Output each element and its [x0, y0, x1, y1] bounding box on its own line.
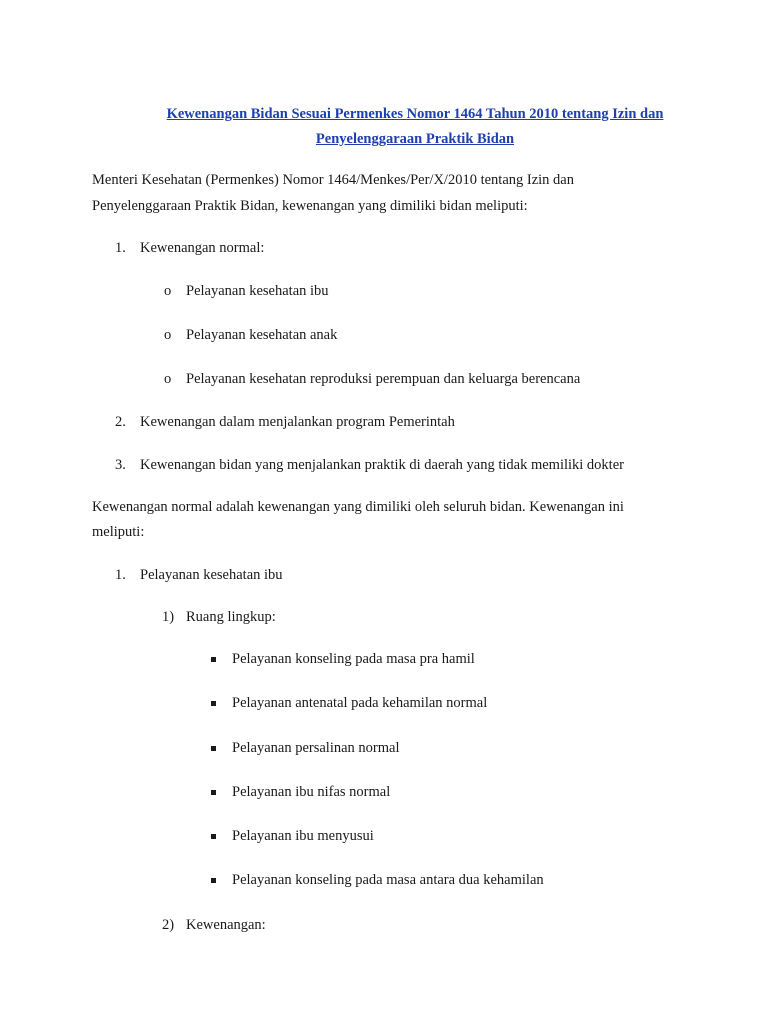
intro-line-2: Penyelenggaraan Praktik Bidan, kewenangan yang dimiliki bidan meliputi: — [92, 198, 528, 214]
sub-list-text: Pelayanan kesehatan reproduksi perempuan dan keluarga berencana — [186, 371, 581, 387]
document-title-line-1[interactable]: Kewenangan Bidan Sesuai Permenkes Nomor 1464 Tahun 2010 tentang Izin dan — [166, 106, 664, 122]
sub-list-text: Ruang lingkup: — [186, 609, 276, 625]
scope-item: Pelayanan ibu nifas normal — [232, 784, 391, 800]
square-bullet-icon — [211, 834, 216, 839]
scope-item: Pelayanan persalinan normal — [232, 740, 400, 756]
list-item-marker: 1. — [115, 240, 126, 256]
sub-list-marker: 1) — [162, 609, 175, 625]
square-bullet-icon — [211, 657, 216, 662]
scope-item: Pelayanan konseling pada masa antara dua kehamilan — [232, 872, 544, 888]
sub-list-marker: 2) — [162, 917, 175, 933]
sub-list-marker: o — [164, 371, 172, 387]
list-item-marker: 3. — [115, 457, 126, 473]
intro-line-1: Menteri Kesehatan (Permenkes) Nomor 1464/Menkes/Per/X/2010 tentang Izin dan — [92, 172, 574, 188]
scope-item: Pelayanan antenatal pada kehamilan normal — [232, 695, 488, 711]
sub-list-marker: o — [164, 327, 172, 343]
list-item-text: Kewenangan normal: — [140, 240, 265, 256]
scope-item: Pelayanan konseling pada masa pra hamil — [232, 651, 475, 667]
square-bullet-icon — [211, 746, 216, 751]
sub-list-text: Pelayanan kesehatan ibu — [186, 283, 329, 299]
sub-list-text: Pelayanan kesehatan anak — [186, 327, 338, 343]
list-item-marker: 1. — [115, 567, 126, 583]
list-item-text: Kewenangan dalam menjalankan program Pemerintah — [140, 414, 455, 430]
document-title-line-2[interactable]: Penyelenggaraan Praktik Bidan — [315, 131, 515, 147]
sub-list-marker: o — [164, 283, 172, 299]
square-bullet-icon — [211, 790, 216, 795]
list-item-marker: 2. — [115, 414, 126, 430]
list-item-text: Kewenangan bidan yang menjalankan praktik di daerah yang tidak memiliki dokter — [140, 457, 624, 473]
square-bullet-icon — [211, 701, 216, 706]
square-bullet-icon — [211, 878, 216, 883]
paragraph-line-1: Kewenangan normal adalah kewenangan yang dimiliki oleh seluruh bidan. Kewenangan ini — [92, 499, 624, 515]
paragraph-line-2: meliputi: — [92, 524, 145, 540]
scope-item: Pelayanan ibu menyusui — [232, 828, 374, 844]
list-item-text: Pelayanan kesehatan ibu — [140, 567, 283, 583]
sub-list-text: Kewenangan: — [186, 917, 266, 933]
